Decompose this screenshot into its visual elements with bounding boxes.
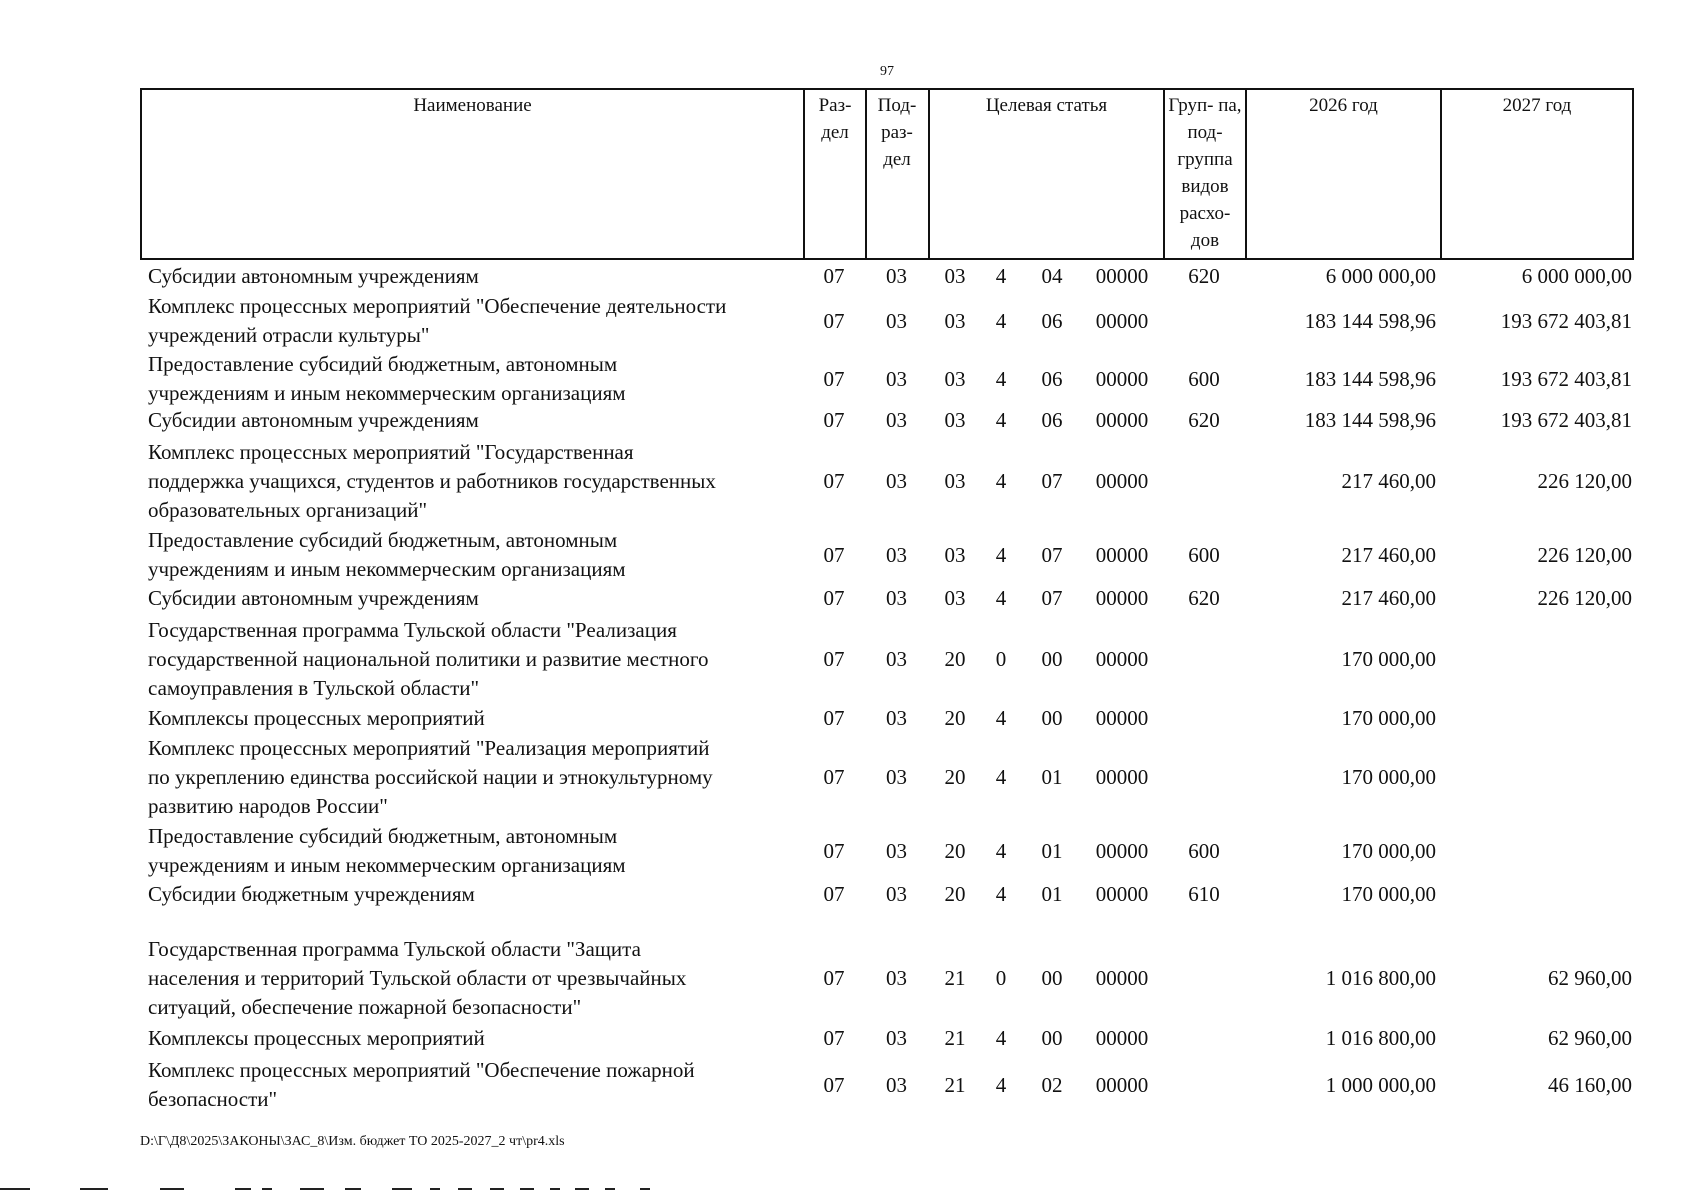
row-name-line: развитию народов России" (148, 794, 388, 818)
header-group: Груп- па, под- группа видов расхо- дов (1168, 95, 1242, 251)
cell-t1: 20 (944, 647, 966, 671)
cell-group: 600 (1188, 366, 1220, 391)
cell-t2: 0 (995, 966, 1007, 990)
row-name-line: самоуправления в Тульской области" (148, 676, 480, 700)
cell-podrazdel: 03 (886, 647, 907, 671)
cell-t4: 00000 (1095, 469, 1149, 493)
row-name (148, 880, 798, 909)
cell-group: 600 (1188, 838, 1220, 863)
cell-t4: 00000 (1095, 586, 1149, 610)
row-name-line: государственной национальной политики и развитие местного (148, 647, 709, 671)
row-name-line: безопасности" (148, 1087, 278, 1111)
cell-razdel: 07 (823, 838, 845, 863)
cell-podrazdel: 03 (886, 469, 907, 493)
cell-razdel: 07 (823, 308, 845, 333)
row-name-line: Комплекс процессных мероприятий "Реализация мероприятий (148, 736, 710, 760)
cell-razdel: 07 (823, 1072, 845, 1097)
cell-podrazdel: 03 (886, 706, 907, 730)
cell-razdel: 07 (823, 647, 845, 671)
cell-t1: 21 (944, 966, 966, 990)
cell-group: 620 (1188, 264, 1220, 288)
cell-t1: 03 (944, 308, 966, 333)
cell-y2026: 183 144 598,96 (1304, 408, 1436, 432)
row-name-line: Предоставление субсидий бюджетным, автономным (148, 352, 618, 376)
header-2026: 2026 год (1309, 95, 1378, 116)
row-name-line: ситуаций, обеспечение пожарной безопасности" (148, 995, 582, 1019)
cell-t3: 07 (1041, 586, 1063, 610)
row-name-line: Субсидии автономным учреждениям (148, 408, 479, 432)
cell-t1: 20 (944, 706, 966, 730)
cell-t4: 00000 (1095, 366, 1149, 391)
row-name-line: Государственная программа Тульской области "Защита (148, 937, 641, 961)
cell-podrazdel: 03 (886, 838, 907, 863)
row-name (148, 526, 798, 584)
cell-podrazdel: 03 (886, 1072, 907, 1097)
row-name-line: учреждений отрасли культуры" (148, 323, 430, 347)
cell-t3: 06 (1041, 366, 1063, 391)
cell-t1: 21 (944, 1072, 966, 1097)
cell-t4: 00000 (1095, 647, 1149, 671)
cell-t2: 4 (995, 264, 1007, 288)
cell-y2027: 62 960,00 (1548, 1026, 1632, 1050)
row-name-line: учреждениям и иным некоммерческим организациям (148, 853, 626, 877)
cell-t3: 06 (1041, 308, 1063, 333)
cell-podrazdel: 03 (886, 264, 907, 288)
cell-t4: 00000 (1095, 308, 1149, 333)
cell-y2027: 226 120,00 (1537, 469, 1632, 493)
cell-t1: 20 (944, 838, 966, 863)
row-name (148, 822, 798, 880)
row-name (148, 1056, 798, 1114)
cell-t3: 02 (1041, 1072, 1063, 1097)
row-name (148, 935, 798, 1022)
cell-razdel: 07 (823, 1026, 845, 1050)
cell-y2026: 170 000,00 (1341, 647, 1436, 671)
cell-podrazdel: 03 (886, 765, 907, 789)
cell-t2: 4 (995, 408, 1007, 432)
row-name-line: по укреплению единства российской нации и этнокультурному (148, 765, 713, 789)
cell-podrazdel: 03 (886, 1026, 907, 1050)
header-divider (1163, 88, 1165, 260)
cell-y2027: 6 000 000,00 (1521, 264, 1632, 288)
row-name (148, 350, 798, 408)
cell-t2: 4 (995, 1072, 1007, 1097)
row-name (148, 1024, 798, 1053)
row-name-line: учреждениям и иным некоммерческим организациям (148, 381, 626, 405)
cell-group: 600 (1188, 542, 1220, 567)
row-name-line: поддержка учащихся, студентов и работников государственных (148, 469, 716, 493)
cell-t2: 4 (995, 882, 1007, 906)
row-name (148, 704, 798, 733)
cell-group: 610 (1188, 882, 1220, 906)
row-name-line: Предоставление субсидий бюджетным, автономным (148, 528, 618, 552)
cell-podrazdel: 03 (886, 586, 907, 610)
cell-y2026: 170 000,00 (1341, 765, 1436, 789)
cell-t2: 4 (995, 542, 1007, 567)
cell-t2: 4 (995, 469, 1007, 493)
cell-y2026: 6 000 000,00 (1325, 264, 1436, 288)
cell-t3: 00 (1041, 1026, 1063, 1050)
cell-t3: 06 (1041, 408, 1063, 432)
row-name (148, 262, 798, 291)
cell-t2: 4 (995, 366, 1007, 391)
row-name-line: учреждениям и иным некоммерческим организациям (148, 557, 626, 581)
footer-path: D:\Г\Д8\2025\ЗАКОНЫ\ЗАС_8\Изм. бюджет ТО 2025-2027_2 чт\pr4.xls (140, 1134, 565, 1149)
cell-t3: 00 (1041, 706, 1063, 730)
cell-y2027: 62 960,00 (1548, 966, 1632, 990)
cell-razdel: 07 (823, 765, 845, 789)
row-name (148, 616, 798, 703)
row-name-line: Субсидии бюджетным учреждениям (148, 882, 475, 906)
cell-y2027: 193 672 403,81 (1500, 408, 1632, 432)
cell-y2026: 1 016 800,00 (1325, 1026, 1436, 1050)
row-name-line: Субсидии автономным учреждениям (148, 586, 479, 610)
cell-razdel: 07 (823, 366, 845, 391)
cell-y2026: 183 144 598,96 (1304, 366, 1436, 391)
cell-y2026: 217 460,00 (1341, 469, 1436, 493)
cell-y2026: 170 000,00 (1341, 706, 1436, 730)
cell-t1: 20 (944, 882, 966, 906)
cell-t4: 00000 (1095, 966, 1149, 990)
cell-t4: 00000 (1095, 542, 1149, 567)
cell-y2027: 226 120,00 (1537, 542, 1632, 567)
cell-t1: 03 (944, 586, 966, 610)
header-2027: 2027 год (1502, 95, 1572, 116)
header-divider (803, 88, 805, 260)
cell-y2027: 193 672 403,81 (1500, 366, 1632, 391)
row-name-line: Комплекс процессных мероприятий "Обеспечение пожарной (148, 1058, 695, 1082)
cell-t4: 00000 (1095, 706, 1149, 730)
cell-razdel: 07 (823, 264, 845, 288)
row-name-line: образовательных организаций" (148, 498, 428, 522)
cell-razdel: 07 (823, 469, 845, 493)
cell-t4: 00000 (1095, 882, 1149, 906)
header-section: Раз- дел (818, 95, 852, 143)
cell-y2026: 1 000 000,00 (1325, 1072, 1436, 1097)
cell-t4: 00000 (1095, 765, 1149, 789)
cell-y2027: 193 672 403,81 (1500, 308, 1632, 333)
cell-t1: 03 (944, 469, 966, 493)
cell-razdel: 07 (823, 542, 845, 567)
cell-y2026: 170 000,00 (1341, 882, 1436, 906)
header-divider (865, 88, 867, 260)
cell-t3: 01 (1041, 882, 1063, 906)
cell-t2: 0 (995, 647, 1007, 671)
cell-t4: 00000 (1095, 1072, 1149, 1097)
cell-razdel: 07 (823, 408, 845, 432)
row-name (148, 406, 798, 435)
cell-group: 620 (1188, 586, 1220, 610)
cell-y2027: 46 160,00 (1548, 1072, 1632, 1097)
row-name (148, 292, 798, 350)
cell-t3: 00 (1041, 966, 1063, 990)
row-name-line: населения и территорий Тульской области от чрезвычайных (148, 966, 687, 990)
cell-t1: 20 (944, 765, 966, 789)
cell-t2: 4 (995, 838, 1007, 863)
cell-y2027: 226 120,00 (1537, 586, 1632, 610)
page-number: 97 (880, 64, 894, 79)
cell-t3: 07 (1041, 542, 1063, 567)
row-name (148, 584, 798, 613)
cell-podrazdel: 03 (886, 966, 907, 990)
cell-t1: 03 (944, 366, 966, 391)
cell-t4: 00000 (1095, 838, 1149, 863)
row-name (148, 734, 798, 821)
cell-t4: 00000 (1095, 408, 1149, 432)
cell-t2: 4 (995, 1026, 1007, 1050)
row-name-line: Комплексы процессных мероприятий (148, 706, 485, 730)
cell-razdel: 07 (823, 586, 845, 610)
cell-razdel: 07 (823, 882, 845, 906)
cell-t3: 00 (1041, 647, 1063, 671)
cell-t2: 4 (995, 586, 1007, 610)
header-name: Наименование (413, 95, 532, 116)
cell-razdel: 07 (823, 706, 845, 730)
row-name-line: Комплекс процессных мероприятий "Государственная (148, 440, 634, 464)
cell-t1: 03 (944, 264, 966, 288)
cell-y2026: 217 460,00 (1341, 586, 1436, 610)
row-name (148, 438, 798, 525)
cell-t3: 04 (1041, 264, 1063, 288)
row-name-line: Субсидии автономным учреждениям (148, 264, 479, 288)
cell-t1: 03 (944, 408, 966, 432)
cell-t4: 00000 (1095, 264, 1149, 288)
cell-t2: 4 (995, 706, 1007, 730)
header-subsection: Под- раз- дел (877, 95, 917, 170)
cell-t1: 21 (944, 1026, 966, 1050)
cell-y2026: 217 460,00 (1341, 542, 1436, 567)
row-name-line: Государственная программа Тульской области "Реализация (148, 618, 677, 642)
row-name-line: Комплексы процессных мероприятий (148, 1026, 485, 1050)
row-name-line: Предоставление субсидий бюджетным, автономным (148, 824, 618, 848)
cell-group: 620 (1188, 408, 1220, 432)
header-target: Целевая статья (985, 95, 1108, 116)
cell-t3: 01 (1041, 765, 1063, 789)
cell-t3: 07 (1041, 469, 1063, 493)
cell-t3: 01 (1041, 838, 1063, 863)
cell-podrazdel: 03 (886, 366, 907, 391)
cell-t2: 4 (995, 308, 1007, 333)
cell-t1: 03 (944, 542, 966, 567)
cell-t4: 00000 (1095, 1026, 1149, 1050)
cell-podrazdel: 03 (886, 882, 907, 906)
row-name-line: Комплекс процессных мероприятий "Обеспечение деятельности (148, 294, 727, 318)
cell-podrazdel: 03 (886, 408, 907, 432)
cell-razdel: 07 (823, 966, 845, 990)
cell-y2026: 170 000,00 (1341, 838, 1436, 863)
cell-podrazdel: 03 (886, 542, 907, 567)
cell-y2026: 183 144 598,96 (1304, 308, 1436, 333)
cell-y2026: 1 016 800,00 (1325, 966, 1436, 990)
cell-t2: 4 (995, 765, 1007, 789)
cell-podrazdel: 03 (886, 308, 907, 333)
